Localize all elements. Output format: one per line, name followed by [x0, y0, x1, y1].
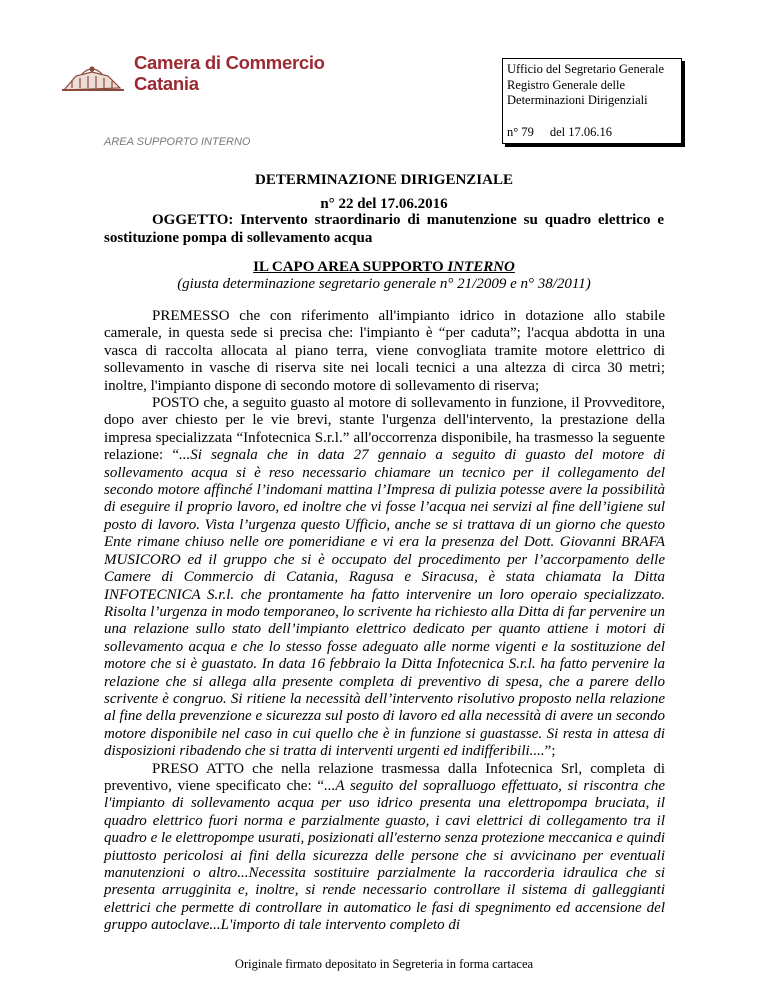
paragraph-premesso: PREMESSO che con riferimento all'impianto idrico in dotazione allo stabile camerale, in questa sede si precisa che: l'impianto è “per caduta”; l'acqua abdotta in una vasca di raccolta allocata al piano terra, viene convogliata tramite motore elettrico di sollevamento in vasche di riserva site nei locali tecnici a una altezza di circa 30 metri; inoltre, l'impianto dispone di secondo motore di sollevamento di riserva; — [104, 308, 665, 394]
paragraph-preso-atto — [104, 761, 665, 935]
paragraph-preso-atto-intro: PRESO ATTO che nella relazione trasmessa dalla Infotecnica Srl, completa di preventivo, viene specificato che: “ — [104, 760, 665, 794]
paragraph-posto-end: ”; — [544, 743, 556, 760]
paragraph-preso-atto-quote: ...A seguito del sopralluogo effettuato, si riscontra che l'impianto di sollevamento acqua per uso idrico presenta una elettropompa bruciata, il quadro elettrico fuori norma e parzialmente guasto, i cavi elettrici di collegamento tra il quadro e le elettropompe usurati, posizionati all'esterno senza protezione meccanica e quindi piuttosto pericolosi ai fini della sicurezza delle persone che si avvicinano per eventuali manutenzioni o altro...Necessita sostituire parzialmente la raccorderia idraulica che si presenta arrugginita e, inoltre, si rende necessario controllare il sistema di galleggianti elettrici che permette di controllare in automatico le fasi di spegnimento ed accensione del gruppo autoclave...L'importo di tale intervento completo di — [104, 777, 665, 934]
document-subject: OGGETTO: Intervento straordinario di manutenzione su quadro elettrico e sostituzione pompa di sollevamento acqua — [104, 212, 664, 246]
document-number-date: n° 22 del 17.06.2016 — [320, 196, 448, 212]
registry-number: n° 79 — [507, 124, 534, 139]
document-body — [104, 308, 665, 935]
reference-line: (giusta determinazione segretario generale n° 21/2009 e n° 38/2011) — [177, 276, 591, 292]
document-title: DETERMINAZIONE DIRIGENZIALE — [255, 172, 513, 188]
area-label: AREA SUPPORTO INTERNO — [104, 136, 251, 148]
registry-box — [502, 58, 682, 144]
registry-line2: Registro Generale delle — [507, 77, 626, 92]
signatory-italic: INTERNO — [447, 259, 515, 275]
org-name-line2: Catania — [134, 73, 199, 94]
registry-date: del 17.06.16 — [549, 124, 613, 139]
paragraph-posto — [104, 395, 665, 761]
org-name — [134, 52, 325, 94]
signatory-heading — [0, 259, 768, 276]
registry-number-row — [507, 125, 677, 141]
building-emblem-icon — [62, 67, 124, 90]
registry-line3: Determinazioni Dirigenziali — [507, 93, 648, 107]
page-footer: Originale firmato depositato in Segreteria in forma cartacea — [234, 957, 534, 971]
org-name-line1: Camera di Commercio — [134, 52, 325, 73]
paragraph-posto-quote: ...Si segnala che in data 27 gennaio a seguito di guasto del motore di sollevamento acqua si è reso necessario chiamare un tecnico per il collegamento del secondo motore affinché l’indomani mattina l’Impresa di pulizia potesse avere la possibilità di eseguire il proprio lavoro, ed inoltre che vi fosse l’acqua nei servizi al fine dell’igiene sul posto di lavoro. Vista l’urgenza questo Ufficio, anche se si trattava di un giorno che questo Ente rimane chiuso nelle ore pomeridiane e vi era la presenza del Dott. Giovanni BRAFA MUSICORO ed il gruppo che si è occupato del procedimento per l’accorpamento delle Camere di Commercio di Catania, Ragusa e Siracusa, è stata chiamata la Ditta INFOTECNICA S.r.l. che prontamente ha fatto intervenire un loro operaio specializzato. Risolta l’urgenza in modo temporaneo, lo scrivente ha richiesto alla Ditta di far pervenire un una relazione sullo stato dell’impianto elettrico dedicato per quanto attiene i motori di sollevamento acqua e che lo stesso fosse adeguato alle norme vigenti e la sostituzione del motore che si è guastato. In data 16 febbraio la Ditta Infotecnica S.r.l. ha fatto pervenire la relazione che si allega alla presente completa di preventivo di spesa, che a parere dello scrivente è congruo. Si ritiene la necessità dell’intervento risolutivo proposto nella relazione al fine della prevenzione e sicurezza sul posto di lavoro ed alla necessità di avere un secondo motore disponibile nel caso in cui quello che è in funzione si guastasse. Si resta in attesa di disposizioni ribadendo che si tratta di interventi urgenti ed indifferibili.... — [104, 447, 665, 760]
registry-line1: Ufficio del Segretario Generale — [507, 62, 664, 76]
paragraph-posto-intro: POSTO che, a seguito guasto al motore di sollevamento in funzione, il Provveditore, dopo aver chiesto per le vie brevi, stante l'urgenza dell'intervento, la prestazione della impresa specializzata “Infotecnica S.r.l.” all'occorrenza disponibile, ha trasmesso la seguente relazione: “ — [104, 395, 665, 464]
signatory-prefix: IL CAPO AREA SUPPORTO — [253, 259, 448, 275]
